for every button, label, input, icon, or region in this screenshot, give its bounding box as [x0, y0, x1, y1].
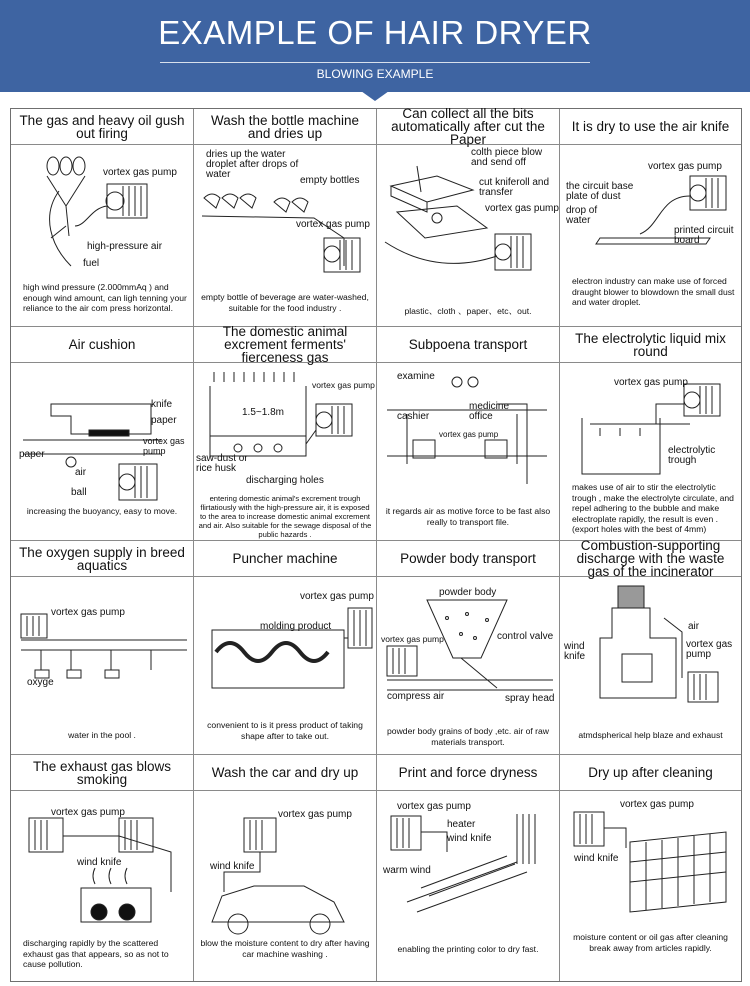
diagram-label: cut kniferoll and transfer	[479, 177, 550, 198]
example-cell	[560, 538, 741, 755]
page-title: EXAMPLE OF HAIR DRYER	[158, 14, 592, 51]
diagram-label: air	[75, 467, 87, 478]
cell-title: It is dry to use the air knife	[560, 109, 741, 145]
cell-title: The domestic animal excrement ferments' fierceness gas	[194, 327, 376, 363]
diagram-label: cashier	[397, 411, 430, 422]
cell-title: Wash the bottle machine and dries up	[194, 109, 376, 145]
diagram-label: heater	[447, 819, 476, 830]
diagram-label: vortex gas pump	[103, 167, 177, 178]
diagram-label: wind knife	[574, 853, 619, 864]
diagram-label: dries up the water droplet after drops of water	[206, 149, 299, 180]
cell-illustration	[194, 792, 376, 981]
cell-title: The exhaust gas blows smoking	[11, 755, 193, 791]
cell-illustration	[377, 364, 559, 540]
title-divider	[160, 62, 590, 63]
diagram-label: vortex gas pump	[143, 436, 185, 456]
diagram-label: vortex gas pump	[614, 377, 688, 388]
cell-title: Can collect all the bits automatically after cut the Paper	[377, 109, 559, 145]
diagram-label: vortex gas pump	[648, 161, 722, 172]
cell-title: Puncher machine	[194, 541, 376, 577]
cell-illustration	[377, 792, 559, 981]
cell-caption: powder body grains of body ,etc. air of raw materials transport.	[387, 726, 549, 747]
diagram-label: spray head	[505, 693, 555, 704]
cell-caption: it regards air as motive force to be fast also really to transport file.	[385, 506, 551, 527]
diagram-label: vortex gas pump	[381, 634, 444, 644]
cell-caption: increasing the buoyancy, easy to move.	[26, 506, 178, 516]
cell-caption: convenient to is it press product of taking shape after to take out.	[207, 720, 363, 741]
diagram-label: vortex gas pump	[620, 799, 694, 810]
diagram-label: compress air	[387, 691, 445, 702]
example-cell	[194, 541, 377, 755]
diagram-label: vortex gas pump	[296, 219, 370, 230]
cell-caption: blow the moisture content to dry after having car machine washing .	[200, 938, 370, 959]
example-cell	[377, 106, 560, 327]
diagram-label: oxyge	[27, 677, 54, 688]
example-cell	[11, 109, 194, 327]
cell-illustration	[560, 578, 741, 754]
diagram-label: colth piece blow and send off	[471, 147, 543, 168]
diagram-label: control valve	[497, 631, 554, 642]
diagram-label: vortex gas pump	[300, 591, 374, 602]
cell-title: Air cushion	[11, 327, 193, 363]
diagram-label: vortex gas pump	[51, 807, 125, 818]
diagram-label: discharging holes	[246, 475, 324, 486]
example-grid	[10, 108, 742, 982]
cell-illustration	[377, 578, 559, 754]
cell-title: Powder body transport	[377, 541, 559, 577]
example-cell	[194, 755, 377, 981]
cell-title: The gas and heavy oil gush out firing	[11, 109, 193, 145]
diagram-label: vortex gas pump	[312, 380, 375, 390]
diagram-label: medicine office	[469, 401, 510, 422]
example-cell	[11, 327, 194, 541]
aquaculture-diagram	[11, 578, 194, 755]
cell-illustration	[11, 146, 193, 326]
cell-caption: high wind pressure (2.000mmAq ) and enough wind amount, can ligh tenning your reliance to the air com press horizontal.	[23, 282, 187, 313]
page-subtitle: BLOWING EXAMPLE	[316, 67, 434, 81]
diagram-label: powder body	[439, 587, 497, 598]
cell-illustration	[11, 792, 193, 981]
cell-illustration	[560, 792, 741, 981]
diagram-label: air	[688, 621, 700, 632]
diagram-label: empty bottles	[300, 175, 360, 186]
diagram-label: saw-dust or rice husk	[196, 453, 248, 474]
diagram-label: vortex gas pump	[439, 430, 499, 439]
diagram-label: knife	[151, 399, 173, 410]
cell-caption: water in the pool .	[68, 730, 136, 740]
diagram-label: printed circuit board	[674, 225, 734, 246]
diagram-label: wind knife	[77, 857, 122, 868]
example-cell	[377, 755, 560, 981]
cell-illustration	[194, 146, 376, 326]
cell-caption: plastic、cloth 、paper、etc、out.	[404, 306, 532, 316]
diagram-label: ball	[71, 487, 87, 498]
cell-illustration	[560, 364, 741, 540]
diagram-label: the circuit base plate of dust	[566, 181, 634, 202]
diagram-label: electrolytic trough	[668, 445, 716, 466]
cell-title: Combustion-supporting discharge with the waste gas of the incinerator	[560, 541, 741, 577]
cell-illustration	[194, 578, 376, 754]
incinerator-diagram	[560, 578, 741, 755]
cell-illustration	[377, 146, 559, 326]
banner-pointer	[361, 91, 389, 101]
cell-caption: makes use of air to stir the electrolytic trough , make the electrolyte circulate, and repel adhering to the bubble and make electroplate rapidly, the result is even . (export holes with the best of 4mm)	[572, 482, 734, 534]
example-cell	[377, 327, 560, 541]
diagram-label: molding product	[260, 621, 332, 632]
diagram-label: vortex gas pump	[485, 203, 559, 214]
cell-title: Print and force dryness	[377, 755, 559, 791]
cell-caption: enabling the printing color to dry fast.	[397, 944, 539, 954]
cell-illustration	[560, 146, 741, 326]
cell-title: Dry up after cleaning	[560, 755, 741, 791]
paper-cutter-diagram	[377, 146, 560, 327]
cell-caption: electron industry can make use of forced draught blower to blowdown the small dust and water droplet.	[572, 276, 735, 307]
cell-caption: discharging rapidly by the scattered exhaust gas that appears, so as not to cause pollution.	[23, 938, 169, 969]
cell-title: Wash the car and dry up	[194, 755, 376, 791]
cell-caption: entering domestic animal's excrement trough flirtatiously with the high-pressure air, it is exposed to the area to increase domestic animal excrement and air. Also suitable for the sewage disposal of the public hazards .	[198, 494, 372, 539]
example-cell	[560, 755, 741, 981]
diagram-label: high-pressure air	[87, 241, 163, 252]
example-cell	[194, 109, 377, 327]
diagram-label: paper	[151, 415, 177, 426]
cell-illustration	[194, 364, 376, 540]
diagram-label: vortex gas pump	[686, 639, 733, 660]
example-cell	[194, 324, 377, 541]
diagram-label: wind knife	[210, 861, 255, 872]
cell-illustration	[11, 364, 193, 540]
diagram-label: examine	[397, 371, 435, 382]
cell-caption: atmdspherical help blaze and exhaust	[578, 730, 723, 740]
diagram-label: paper	[19, 449, 45, 460]
diagram-label: 1.5~1.8m	[242, 407, 284, 418]
cell-illustration	[11, 578, 193, 754]
cell-title: The oxygen supply in breed aquatics	[11, 541, 193, 577]
diagram-label: fuel	[83, 258, 100, 269]
example-cell	[377, 541, 560, 755]
header-banner	[0, 0, 750, 92]
diagram-label: wind knife	[447, 833, 492, 844]
diagram-label: vortex gas pump	[51, 607, 125, 618]
cell-caption: moisture content or oil gas after cleaning break away from articles rapidly.	[573, 932, 728, 953]
example-cell	[560, 327, 741, 541]
example-cell	[11, 541, 194, 755]
cell-title: The electrolytic liquid mix round	[560, 327, 741, 363]
diagram-label: vortex gas pump	[397, 801, 471, 812]
example-cell	[11, 755, 194, 981]
diagram-label: drop of water	[566, 205, 598, 226]
cell-caption: empty bottle of beverage are water-washed, suitable for the food industry .	[201, 292, 369, 313]
diagram-label: vortex gas pump	[278, 809, 352, 820]
example-cell	[560, 109, 741, 327]
diagram-label: warm wind	[383, 865, 431, 876]
diagram-label: wind knife	[564, 641, 586, 662]
cell-title: Subpoena transport	[377, 327, 559, 363]
